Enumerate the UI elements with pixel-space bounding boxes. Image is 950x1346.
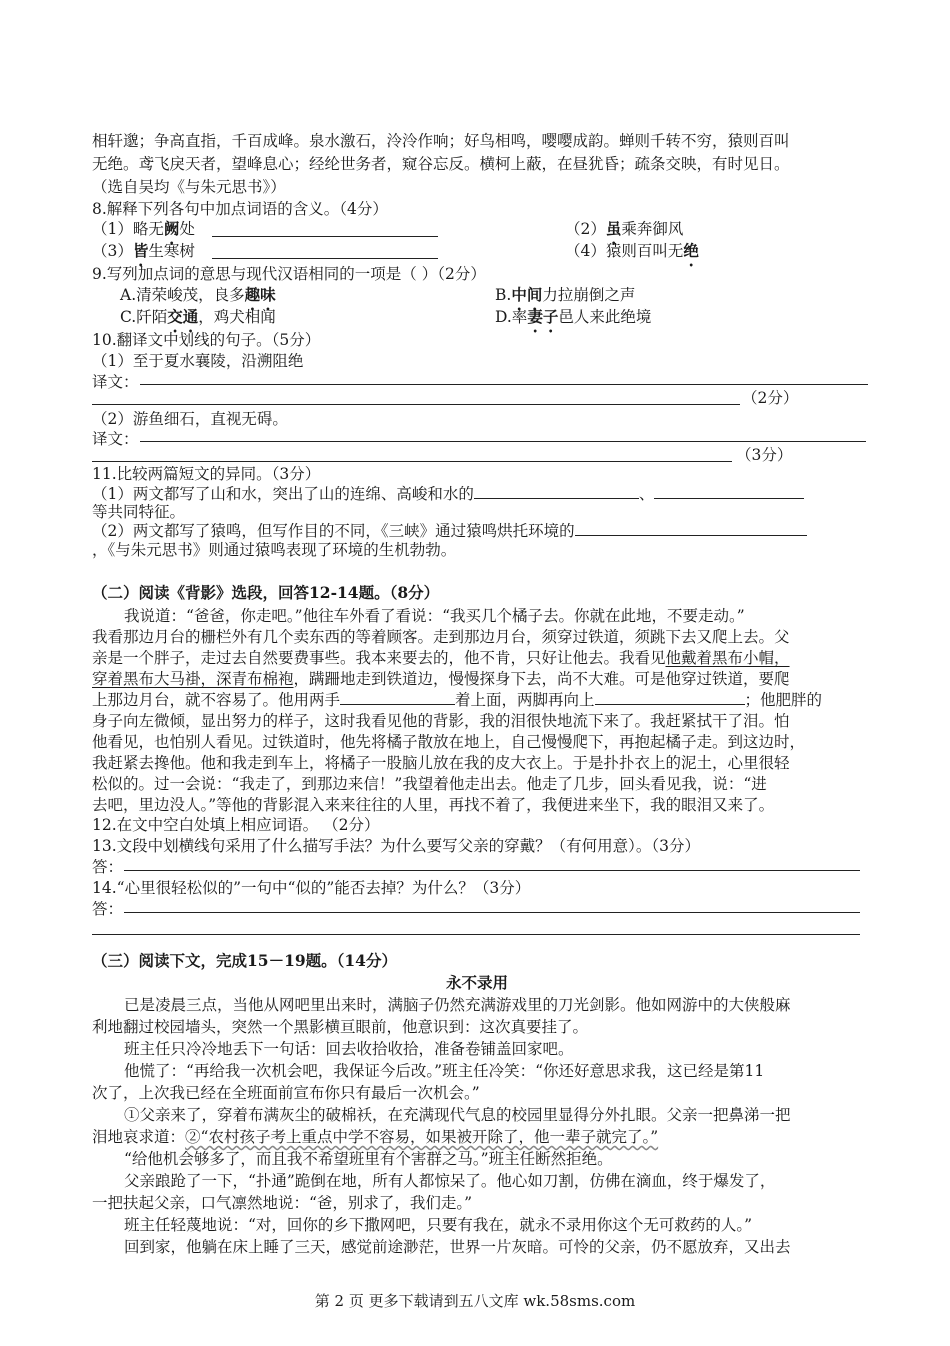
section-3-heading: （三）阅读下文，完成15－19题。（14分）: [92, 951, 397, 970]
passage-3-line-5: 次了，上次我已经在全班面前宣布你只有最后一次机会。”: [92, 1084, 480, 1102]
q10-answer-line-1b[interactable]: [92, 404, 740, 405]
intro-source: （选自吴均《与朱元思书》）: [92, 178, 286, 196]
q10-stem: 10.翻译文中划线的句子。（5分）: [92, 331, 321, 349]
q11-blank-2[interactable]: [654, 484, 804, 499]
q14-answer-line-1[interactable]: [124, 912, 860, 913]
q11-blank-3[interactable]: [575, 521, 807, 536]
q9-stem: 9.写列加点词的意思与现代汉语相同的一项是（ ）（2分）: [92, 265, 486, 283]
q11-part-1-end: 等共同特征。: [92, 503, 186, 521]
q10-answer-line-2a[interactable]: [140, 441, 866, 442]
section-2-heading: （二）阅读《背影》选段，回答12-14题。（8分）: [92, 583, 440, 602]
q8-item-2: （2）虽乘奔御风: [565, 219, 684, 238]
q9-option-c: C.阡陌交通，鸡犬相闻: [120, 307, 276, 326]
q9-option-b: B.中间力拉崩倒之声: [495, 285, 636, 304]
q10-answer-line-1a[interactable]: [140, 384, 868, 385]
q8-item-3: （3）皆生寒树: [92, 241, 195, 260]
q14-answer-label: 答：: [92, 900, 124, 918]
passage-3-line-2: 利地翻过校园墙头，突然一个黑影横亘眼前，他意识到：这次真要挂了。: [92, 1018, 589, 1036]
passage-3-line-3: 班主任只冷冷地丢下一句话：回去收拾收拾，准备卷铺盖回家吧。: [124, 1040, 574, 1058]
q11-stem: 11.比较两篇短文的异同。（3分）: [92, 465, 321, 483]
passage-2-line-1: 我说道：“爸爸，你走吧。”他往车外看了看说：“我买几个橘子去。你就在此地，不要走动。”: [124, 607, 745, 625]
q14-stem: 14.“心里很轻松似的”一句中“似的”能否去掉？为什么？（3分）: [92, 879, 531, 897]
passage-2-line-4: 穿着黑布大马褂，深青布棉袍，蹒跚地走到铁道边，慢慢探身下去，尚不大难。可是他穿过铁道，要爬: [92, 670, 790, 688]
q11-part-2-end: ，《与朱元思书》则通过猿鸣表现了环境的生机勃勃。: [92, 541, 457, 559]
q11-blank-1[interactable]: [474, 484, 639, 499]
q11-part-1: （1）两文都写了山和水，突出了山的连绵、高峻和水的 、: [92, 484, 862, 504]
intro-line-1: 相轩邈；争高直指，千百成峰。泉水激石，泠泠作响；好鸟相鸣，嘤嘤成韵。蝉则千转不穷，猿则百叫: [92, 132, 790, 150]
q8-answer-blank-1[interactable]: [212, 236, 438, 237]
passage-2-line-7: 他看见，也怕别人看见。过铁道时，他先将橘子散放在地上，自己慢慢爬下，再抱起橘子走。到这边时，: [92, 733, 806, 751]
intro-line-2: 无绝。鸢飞戾天者，望峰息心；经纶世务者，窥谷忘反。横柯上蔽，在昼犹昏；疏条交映，有时见日。: [92, 155, 790, 173]
q12-blank-1[interactable]: [340, 690, 455, 705]
q8-answer-blank-3[interactable]: [212, 258, 438, 259]
q10-answer-label-1: 译文：: [92, 373, 139, 391]
q13-stem: 13.文段中划横线句采用了什么描写手法？为什么要写父亲的穿戴？（有何用意）。（3分）: [92, 837, 701, 855]
passage-3-line-1: 已是凌晨三点，当他从网吧里出来时，满脑子仍然充满游戏里的刀光剑影。他如网游中的大侠般麻: [124, 996, 791, 1014]
q13-answer-line[interactable]: [124, 870, 860, 871]
q8-item-4: （4）猿则百叫无绝: [565, 241, 699, 260]
q10-answer-label-2: 译文：: [92, 430, 139, 448]
q11-part-2: （2）两文都写了猿鸣，但写作目的不同，《三峡》通过猿鸣烘托环境的: [92, 521, 862, 541]
q10-sentence-1: （1）至于夏水襄陵，沿溯阻绝: [92, 352, 304, 370]
q9-option-a: A.清荣峻茂，良多趣味: [120, 285, 276, 304]
passage-2-line-10: 去吧，里边没人。”等他的背影混入来来往往的人里，再找不着了，我便进来坐下，我的眼泪又来了。: [92, 796, 775, 814]
passage-2-line-5: 上那边月台，就不容易了。他用两手 着上面，两脚再向上 ；他肥胖的: [92, 691, 823, 709]
q10-score-1: （2分）: [742, 389, 799, 407]
passage-2-line-6: 身子向左微倾，显出努力的样子，这时我看见他的背影，我的泪很快地流下来了。我赶紧拭干了泪。怕: [92, 712, 790, 730]
q14-answer-line-2[interactable]: [92, 934, 860, 935]
passage-3-line-8: “给他机会够多了，而且我不希望班里有个害群之马。”班主任断然拒绝。: [124, 1150, 613, 1168]
passage-2-line-9: 松似的。过一会说：“我走了，到那边来信！”我望着他走出去。他走了几步，回头看见我，说：“进: [92, 775, 767, 793]
q9-option-d: D.率妻子邑人来此绝境: [495, 307, 652, 326]
passage-2-line-8: 我赶紧去搀他。他和我走到车上，将橘子一股脑儿放在我的皮大衣上。于是扑扑衣上的泥土，心里很轻: [92, 754, 790, 772]
q8-stem: 8.解释下列各句中加点词语的含义。（4分）: [92, 200, 388, 218]
q12-stem: 12.在文中空白处填上相应词语。 （2分）: [92, 816, 380, 834]
q10-answer-line-2b[interactable]: [92, 461, 732, 462]
passage-2-line-2: 我看那边月台的栅栏外有几个卖东西的等着顾客。走到那边月台，须穿过铁道，须跳下去又爬上去。父: [92, 628, 790, 646]
page-footer: 第 2 页 更多下载请到五八文库 wk.58sms.com: [314, 1292, 636, 1310]
passage-3-line-12: 回到家，他躺在床上睡了三天，感觉前途渺茫，世界一片灰暗。可怜的父亲，仍不愿放弃，又出去: [124, 1238, 791, 1256]
passage-2-line-3: 亲是一个胖子，走过去自然要费事些。我本来要去的，他不肯，只好让他去。我看见他戴着黑布小帽，: [92, 649, 790, 667]
passage-3-line-6: ①父亲来了，穿着布满灰尘的破棉袄，在充满现代气息的校园里显得分外扎眼。父亲一把鼻涕一把: [124, 1106, 791, 1124]
q8-item-1: （1）略无阙处: [92, 219, 195, 238]
passage-3-line-9: 父亲踉跄了一下，“扑通”跪倒在地，所有人都惊呆了。他心如刀割，仿佛在滴血，终于爆发了，: [124, 1172, 776, 1190]
passage-3-title: 永不录用: [445, 973, 508, 992]
q12-blank-2[interactable]: [595, 690, 745, 705]
passage-3-line-7: 泪地哀求道：②“农村孩子考上重点中学不容易，如果被开除了，他一辈子就完了。”: [92, 1128, 659, 1146]
passage-3-line-11: 班主任轻蔑地说：“对，回你的乡下撒网吧，只要有我在，就永不录用你这个无可救药的人。”: [124, 1216, 753, 1234]
passage-3-line-10: 一把扶起父亲，口气凛然地说：“爸，别求了，我们走。”: [92, 1194, 473, 1212]
q10-sentence-2: （2）游鱼细石，直视无碍。: [92, 410, 288, 428]
q10-score-2: （3分）: [736, 446, 793, 464]
passage-3-line-4: 他慌了：“再给我一次机会吧，我保证今后改。”班主任冷笑：“你还好意思求我，这已经是第11: [124, 1062, 765, 1080]
q13-answer-label: 答：: [92, 858, 124, 876]
